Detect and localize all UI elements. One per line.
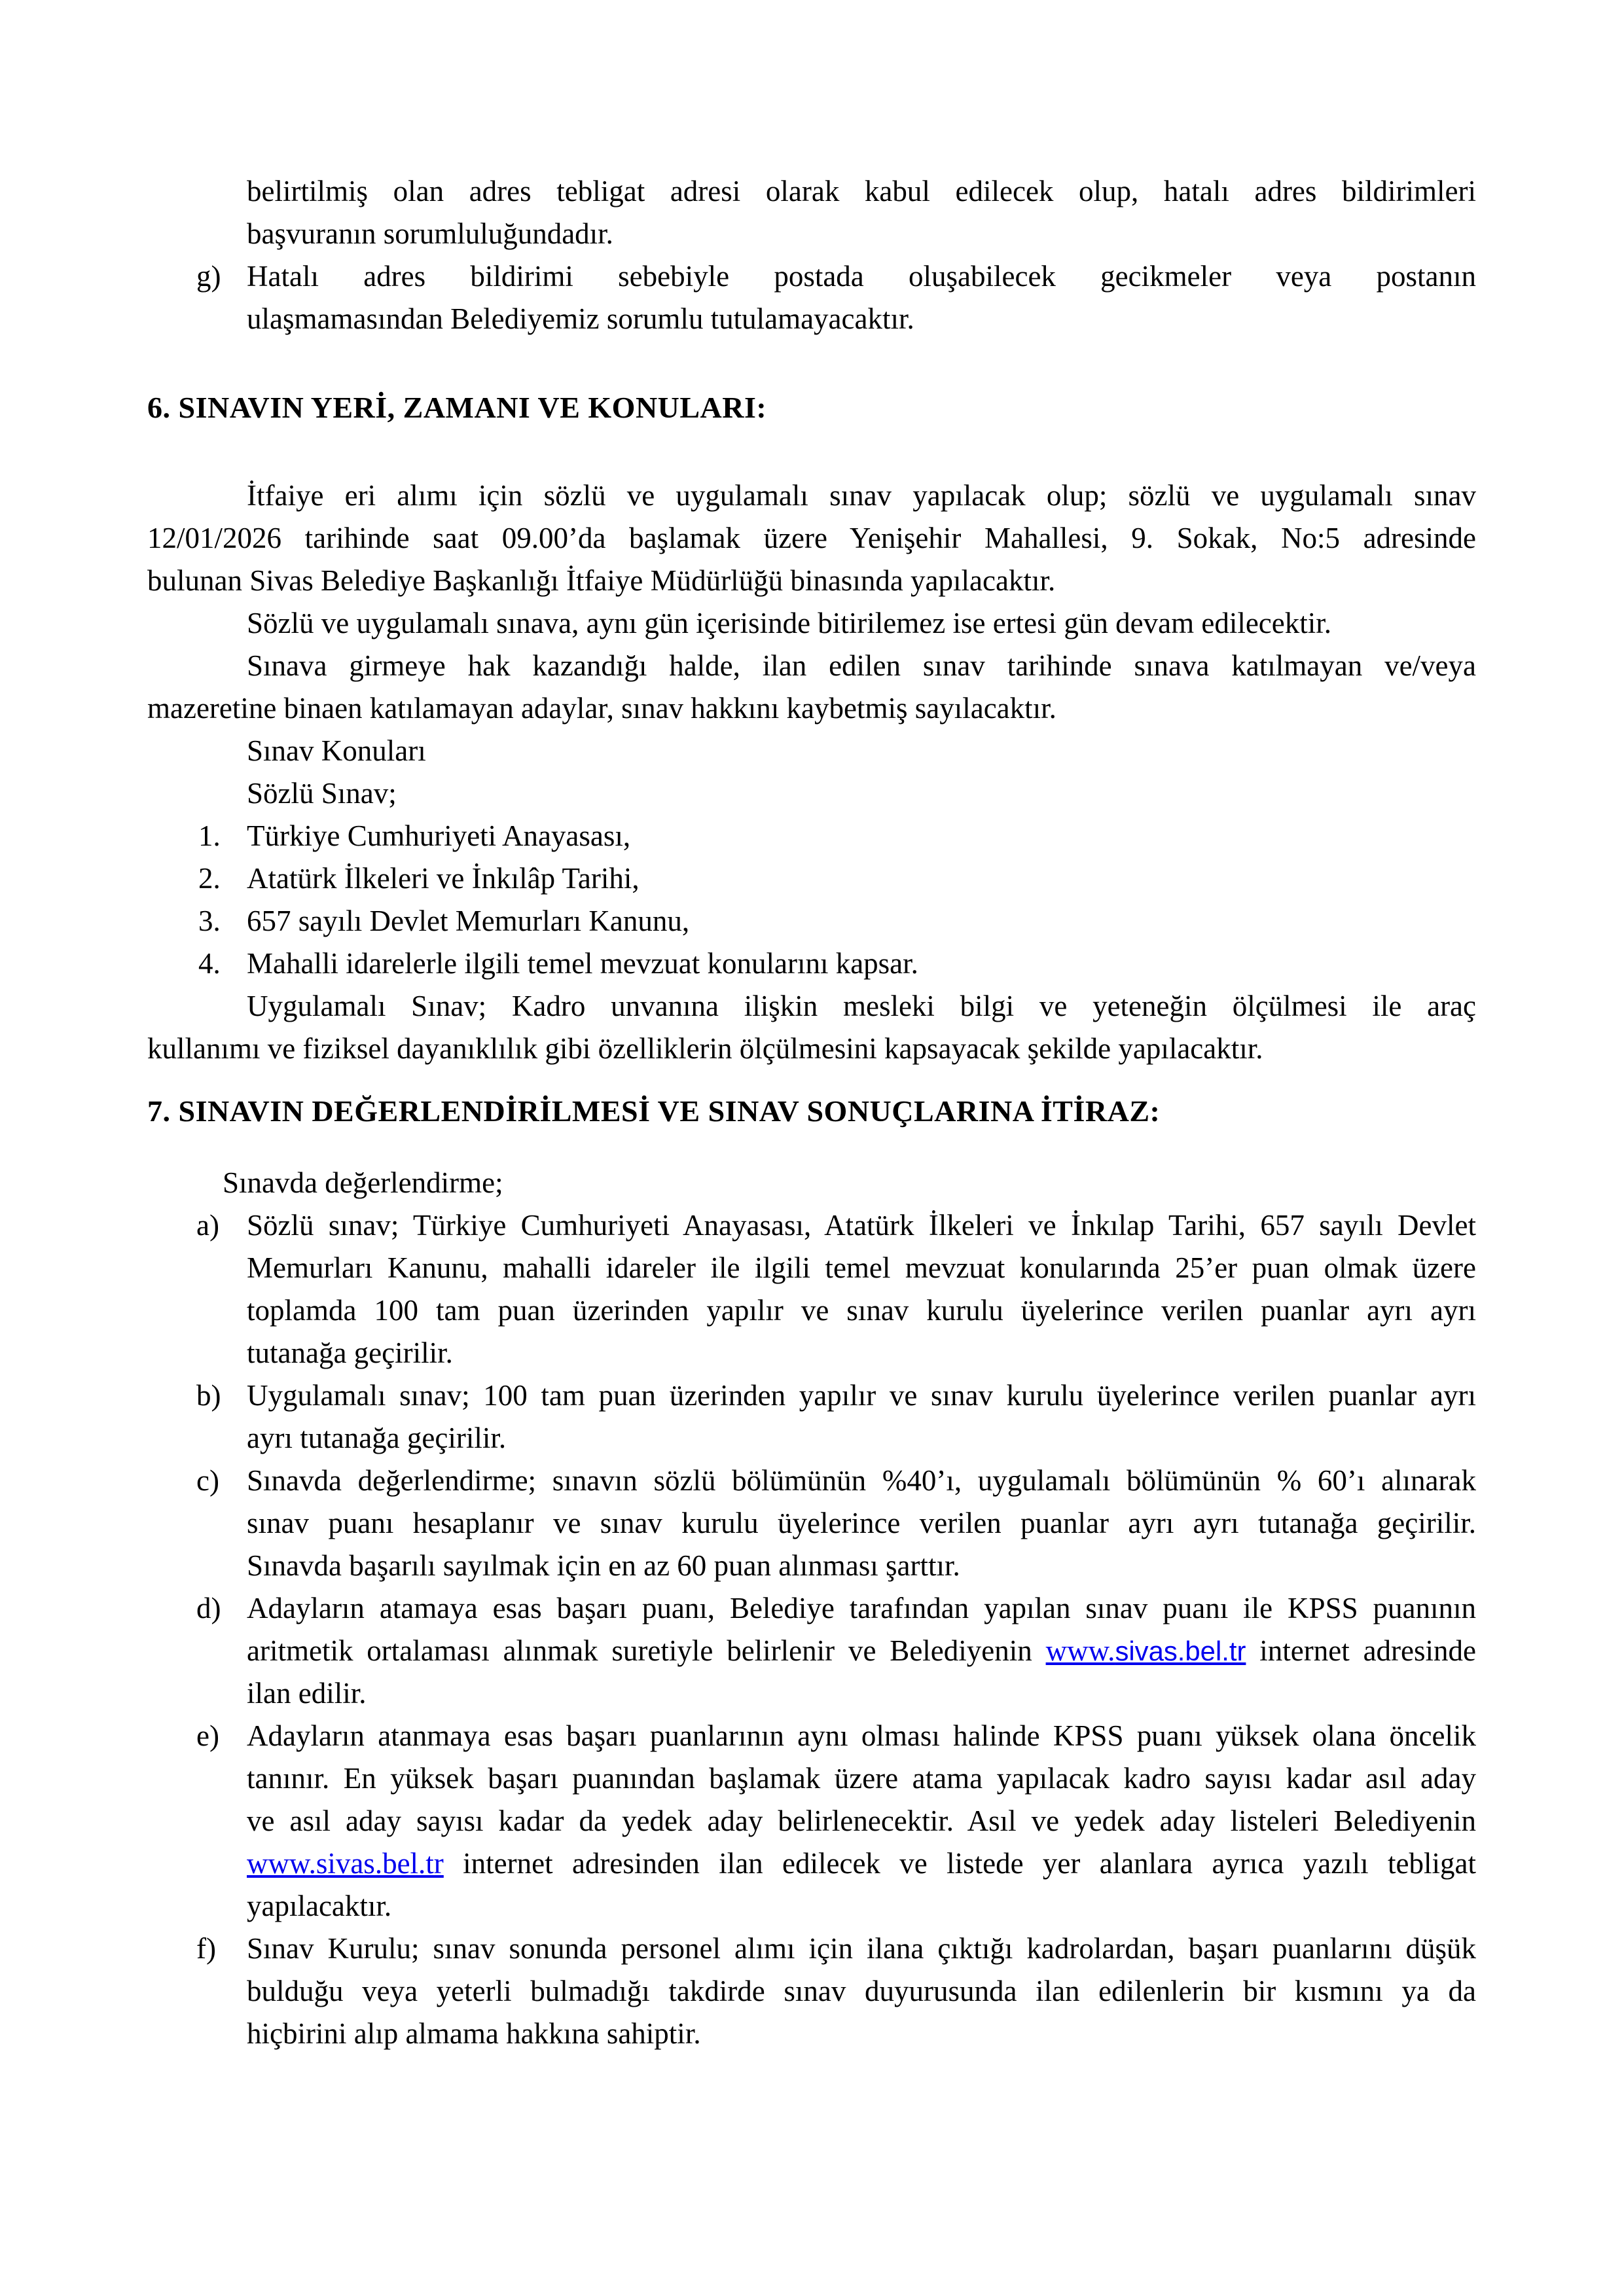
text-segment: Adayların atamaya esas başarı puanı, Belediye tarafından yapılan sınav puanı ile KPSS puanının: [247, 1592, 1476, 1624]
text-segment: Adayların atanmaya esas başarı puanlarının aynı olması halinde KPSS puanı yüksek olana öncelik: [247, 1719, 1476, 1752]
text-line: [147, 1374, 1476, 1417]
text-segment: Türkiye Cumhuriyeti Anayasası,: [247, 819, 631, 852]
text-line: [147, 1417, 1476, 1460]
text-segment: Sınava girmeye hak kazandığı halde, ilan edilen sınav tarihinde sınava katılmayan ve/veya: [247, 649, 1476, 682]
text-segment: başvuranın sorumluluğundadır.: [247, 217, 613, 250]
list-marker: c): [196, 1464, 219, 1497]
text-line: [147, 645, 1476, 687]
text-segment: tanınır. En yüksek başarı puanından başlamak üzere atama yapılacak kadro sayısı kadar asıl aday: [247, 1762, 1476, 1795]
text-line: [147, 687, 1476, 730]
text-segment: toplamda 100 tam puan üzerinden yapılır ve sınav kurulu üyelerince verilen puanlar ayrı ayrı: [247, 1294, 1476, 1327]
text-segment: yapılacaktır.: [247, 1890, 392, 1922]
text-line: [147, 1885, 1476, 1928]
text-segment: aritmetik ortalaması alınmak suretiyle belirlenir ve Belediyenin: [247, 1634, 1046, 1667]
text-segment: bulunan Sivas Belediye Başkanlığı İtfaiye Müdürlüğü binasında yapılacaktır.: [147, 564, 1056, 597]
text-segment: Sözlü Sınav;: [247, 777, 397, 810]
text-segment: 12/01/2026 tarihinde saat 09.00’da başlamak üzere Yenişehir Mahallesi, 9. Sokak, No:5 adresinde: [147, 522, 1476, 554]
text-line: [147, 1332, 1476, 1374]
document-body: [147, 170, 1476, 2055]
text-segment: Sınav Kurulu; sınav sonunda personel alımı için ilana çıktığı kadrolardan, başarı puanlarını düşük: [247, 1932, 1476, 1965]
list-marker: 4.: [198, 947, 221, 980]
text-segment: hiçbirini alıp almama hakkına sahiptir.: [247, 2017, 701, 2050]
text-line: [147, 1672, 1476, 1715]
list-marker: g): [196, 260, 221, 293]
text-segment: Hatalı adres bildirimi sebebiyle postada oluşabilecek gecikmeler veya postanın: [247, 260, 1476, 293]
text-line: [147, 1800, 1476, 1842]
list-marker: e): [196, 1719, 219, 1752]
text-line: [147, 170, 1476, 213]
text-line: [147, 255, 1476, 298]
link-sivas-bel-tr[interactable]: www.sivas.bel.tr: [247, 1847, 444, 1880]
text-line: [147, 1028, 1476, 1070]
text-line: [147, 1502, 1476, 1545]
text-line: [147, 985, 1476, 1028]
text-line: [147, 857, 1476, 900]
text-segment: Sözlü sınav; Türkiye Cumhuriyeti Anayasası, Atatürk İlkeleri ve İnkılap Tarihi, 657 sayılı Devlet: [247, 1209, 1476, 1242]
text-line: [147, 815, 1476, 857]
text-line: [147, 1162, 1476, 1204]
text-segment: internet adresinden ilan edilecek ve listede yer alanlara ayrıca yazılı tebligat: [443, 1847, 1476, 1880]
vertical-space: [147, 1132, 1476, 1162]
list-marker: 1.: [198, 819, 221, 852]
text-segment: Uygulamalı Sınav; Kadro unvanına ilişkin mesleki bilgi ve yeteneğin ölçülmesi ile araç: [247, 990, 1476, 1022]
text-segment: Sınavda değerlendirme;: [223, 1166, 503, 1199]
text-segment: İtfaiye eri alımı için sözlü ve uygulamalı sınav yapılacak olup; sözlü ve uygulamalı sınav: [247, 479, 1476, 512]
link-sivas-bel-tr[interactable]: sivas.bel.tr: [1115, 1636, 1246, 1666]
text-line: [147, 1630, 1476, 1672]
text-line: [147, 2013, 1476, 2055]
text-line: [147, 602, 1476, 645]
text-segment: Mahalli idarelerle ilgili temel mevzuat konularını kapsar.: [247, 947, 918, 980]
text-segment: bulduğu veya yeterli bulmadığı takdirde sınav duyurusunda ilan edilenlerin bir kısmını ya da: [247, 1975, 1476, 2007]
text-segment: belirtilmiş olan adres tebligat adresi olarak kabul edilecek olup, hatalı adres bildirimleri: [247, 175, 1476, 207]
text-segment: kullanımı ve fiziksel dayanıklılık gibi özelliklerin ölçülmesini kapsayacak şekilde yapılacaktır.: [147, 1032, 1263, 1065]
text-segment: Sınavda başarılı sayılmak için en az 60 puan alınması şarttır.: [247, 1549, 960, 1582]
text-line: [147, 517, 1476, 560]
text-line: [147, 560, 1476, 602]
text-segment: mazeretine binaen katılamayan adaylar, sınav hakkını kaybetmiş sayılacaktır.: [147, 692, 1056, 725]
text-segment: Memurları Kanunu, mahalli idareler ile ilgili temel mevzuat konularında 25’er puan olmak üzere: [247, 1251, 1476, 1284]
text-line: [147, 1545, 1476, 1587]
section-7-heading: 7. SINAVIN DEĞERLENDİRİLMESİ VE SINAV SONUÇLARINA İTİRAZ:: [147, 1094, 1161, 1128]
text-line: [147, 1928, 1476, 1970]
text-line: [147, 1247, 1476, 1289]
text-segment: tutanağa geçirilir.: [247, 1336, 453, 1369]
text-line: [147, 900, 1476, 942]
text-segment: Sözlü ve uygulamalı sınava, aynı gün içerisinde bitirilemez ise ertesi gün devam edilecektir.: [247, 607, 1332, 639]
vertical-space: [147, 429, 1476, 475]
text-segment: ulaşmamasından Belediyemiz sorumlu tutulamayacaktır.: [247, 302, 914, 335]
text-segment: ilan edilir.: [247, 1677, 367, 1710]
section-6-heading: 6. SINAVIN YERİ, ZAMANI VE KONULARI:: [147, 391, 767, 424]
text-line: [147, 475, 1476, 517]
text-line: [147, 730, 1476, 772]
list-marker: f): [196, 1932, 216, 1965]
link-sivas-bel-tr[interactable]: www.: [1045, 1634, 1115, 1667]
text-segment: ayrı tutanağa geçirilir.: [247, 1422, 507, 1454]
vertical-space: [147, 340, 1476, 386]
text-line: [147, 1587, 1476, 1630]
text-segment: 657 sayılı Devlet Memurları Kanunu,: [247, 905, 690, 937]
text-segment: Uygulamalı sınav; 100 tam puan üzerinden yapılır ve sınav kurulu üyelerince verilen puanlar ayrı: [247, 1379, 1476, 1412]
text-line: [147, 213, 1476, 255]
text-line: [147, 942, 1476, 985]
text-line: [147, 1842, 1476, 1885]
text-segment: Sınavda değerlendirme; sınavın sözlü bölümünün %40’ı, uygulamalı bölümünün % 60’ı alınarak: [247, 1464, 1476, 1497]
text-line: [147, 1289, 1476, 1332]
text-line: [147, 298, 1476, 340]
vertical-space: [147, 1070, 1476, 1090]
list-marker: 3.: [198, 905, 221, 937]
list-marker: a): [196, 1209, 219, 1242]
text-segment: sınav puanı hesaplanır ve sınav kurulu üyelerince verilen puanlar ayrı ayrı tutanağa geçirilir.: [247, 1507, 1476, 1539]
list-marker: d): [196, 1592, 221, 1624]
text-line: [147, 1204, 1476, 1247]
text-line: [147, 1757, 1476, 1800]
text-segment: Sınav Konuları: [247, 734, 426, 767]
text-segment: ve asıl aday sayısı kadar da yedek aday belirlenecektir. Asıl ve yedek aday listeleri Belediyenin: [247, 1804, 1476, 1837]
text-segment: internet adresinde: [1246, 1634, 1476, 1667]
text-line: [147, 1970, 1476, 2013]
text-line: [147, 772, 1476, 815]
text-line: [147, 1460, 1476, 1502]
text-line: [147, 1715, 1476, 1757]
text-segment: Atatürk İlkeleri ve İnkılâp Tarihi,: [247, 862, 640, 895]
list-marker: 2.: [198, 862, 221, 895]
list-marker: b): [196, 1379, 221, 1412]
